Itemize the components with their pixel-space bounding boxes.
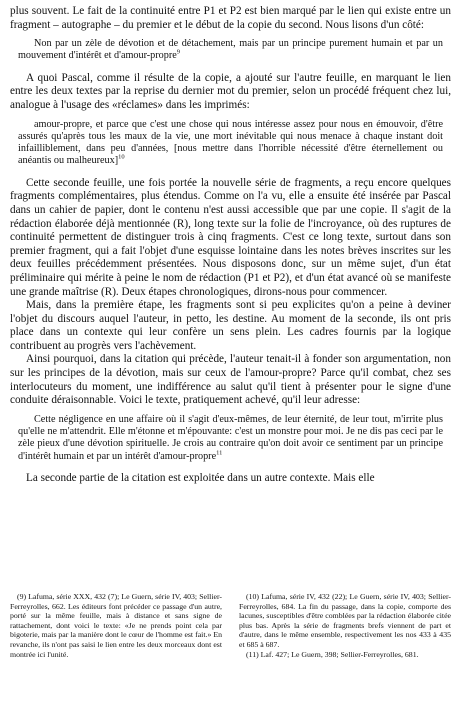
paragraph: Ainsi pourquoi, dans la citation qui précède, l'auteur tenait-il à fonder son argumentation, non sur les principes de la dévotion, mais sur ceux de l'amour-propre? Parce qu'il combat, chez ses interlocuteurs du moment, une indifférence au salut qu'il tient à présenter pour le signe d'une conduite déraisonnable. Voici le texte, pratiquement achevé, qu'il leur adresse: bbox=[10, 353, 451, 407]
footnote-column-left bbox=[10, 592, 222, 659]
block-quote bbox=[18, 414, 443, 463]
footnote-11: (11) Laf. 427; Le Guern, 398; Sellier-Ferreyrolles, 681. bbox=[246, 649, 419, 659]
footnote-ref: 11 bbox=[216, 449, 223, 457]
paragraph: La seconde partie de la citation est exploitée dans un autre contexte. Mais elle bbox=[26, 472, 375, 485]
footnote-ref: 9 bbox=[176, 49, 181, 57]
quote-text: Non par un zèle de dévotion et de détachement, mais par un principe purement humain et par un mouvement d'intérêt et d'amour-propre bbox=[18, 38, 443, 62]
footnote-9: (9) Lafuma, série XXX, 432 (7); Le Guern, série IV, 403; Sellier-Ferreyrolles, 662. Les éditeurs font précéder ce passage d'un autre, porté sur la même feuille, mais à distance et sans signe de rattachement, dont voici le texte: «Je ne prends point cela par bigoterie, mais par la manière dont le cœur de l'homme est fait.» En revanche, ils n'ont pas saisi le lien entre les deux morceaux dont est montrée ici l'unité. bbox=[10, 592, 222, 659]
footnote-ref: 10 bbox=[118, 154, 125, 162]
footnote-10: (10) Lafuma, série IV, 432 (22); Le Guern, série IV, 403; Sellier-Ferreyrolles, 684. La fin du passage, dans la copie, comporte des lacunes, susceptibles d'être comblées par la rédaction élaborée citée plus bas. Après la série de fragments brefs viennent de part et d'autre, dans le même ensemble, respectivement les nos 433 à 435 et 685 à 687. bbox=[239, 592, 451, 649]
paragraph: Mais, dans la première étape, les fragments sont si peu explicites qu'on a peine à deviner l'objet du discours auquel l'auteur, in petto, les destine. Au moment de la seconde, ils ont pris place dans un contexte qui leur confère un sens plein. Les cadres fournis par la logique contribuent au progrès vers l'achèvement. bbox=[10, 299, 451, 352]
paragraph: A quoi Pascal, comme il résulte de la copie, a ajouté sur l'autre feuille, en marquant le lien entre les deux textes par la reprise du dernier mot du premier, selon un procédé fréquent chez lui, analogue à l'usage des «réclames» dans les imprimés: bbox=[10, 71, 451, 111]
block-quote bbox=[18, 38, 443, 63]
footnotes bbox=[10, 592, 451, 659]
block-quote bbox=[18, 119, 443, 168]
quote-text: Cette négligence en une affaire où il s'agit d'eux-mêmes, de leur éternité, de leur tout, m'irrite plus qu'elle ne m'attendrit. Elle m'étonne et m'épouvante: c'est un monstre pour moi. Je ne dis pas ceci par le zèle pieux d'une dévotion spirituelle. Je crois au contraire qu'on doit avoir ce sentiment par un principe d'intérêt humain et par un intérêt d'amour-propre bbox=[18, 413, 443, 462]
footnote-column-right bbox=[239, 592, 451, 659]
paragraph: plus souvent. Le fait de la continuité entre P1 et P2 est bien marqué par le lien qui existe entre un fragment – autographe – du premier et le début de la copie du second. Nous lisons d'un côté: bbox=[10, 5, 451, 31]
paragraph: Cette seconde feuille, une fois portée la nouvelle série de fragments, a reçu encore quelques fragments complémentaires, plus étendus. Comme on l'a vu, elle a ensuite été insérée par Pascal dans un cahier de papier, dont le contenu n'est aussi accessible que par une copie. Il s'agit de la rédaction élaborée déjà mentionnée (R), long texte sur la folie de l'incroyance, où des ruptures de continuité permettent de distinguer trois à cinq fragments. C'est ce long texte, surtout dans son premier fragment, qui a fait l'objet d'une esquisse lointaine dans les notes brèves inscrites sur les deux feuilles précédemment présentées. Nous disposons donc, sur un même sujet, d'un état préliminaire qui mérite à peine le nom de rédaction (P1 et P2), et d'un état avancé où se manifeste une grande maîtrise (R). Deux étapes chronologiques, dirons-nous pour commencer. bbox=[10, 176, 451, 298]
quote-text: amour-propre, et parce que c'est une chose qui nous intéresse assez pour nous en émouvoir, d'être assurés qu'après tous les maux de la vie, une mort inévitable qui nous menace à chaque instant doit infailliblement, dans peu d'années, [nous mettre dans l'horrible nécessité d'être éternellement ou anéantis ou malheureux] bbox=[18, 118, 443, 167]
